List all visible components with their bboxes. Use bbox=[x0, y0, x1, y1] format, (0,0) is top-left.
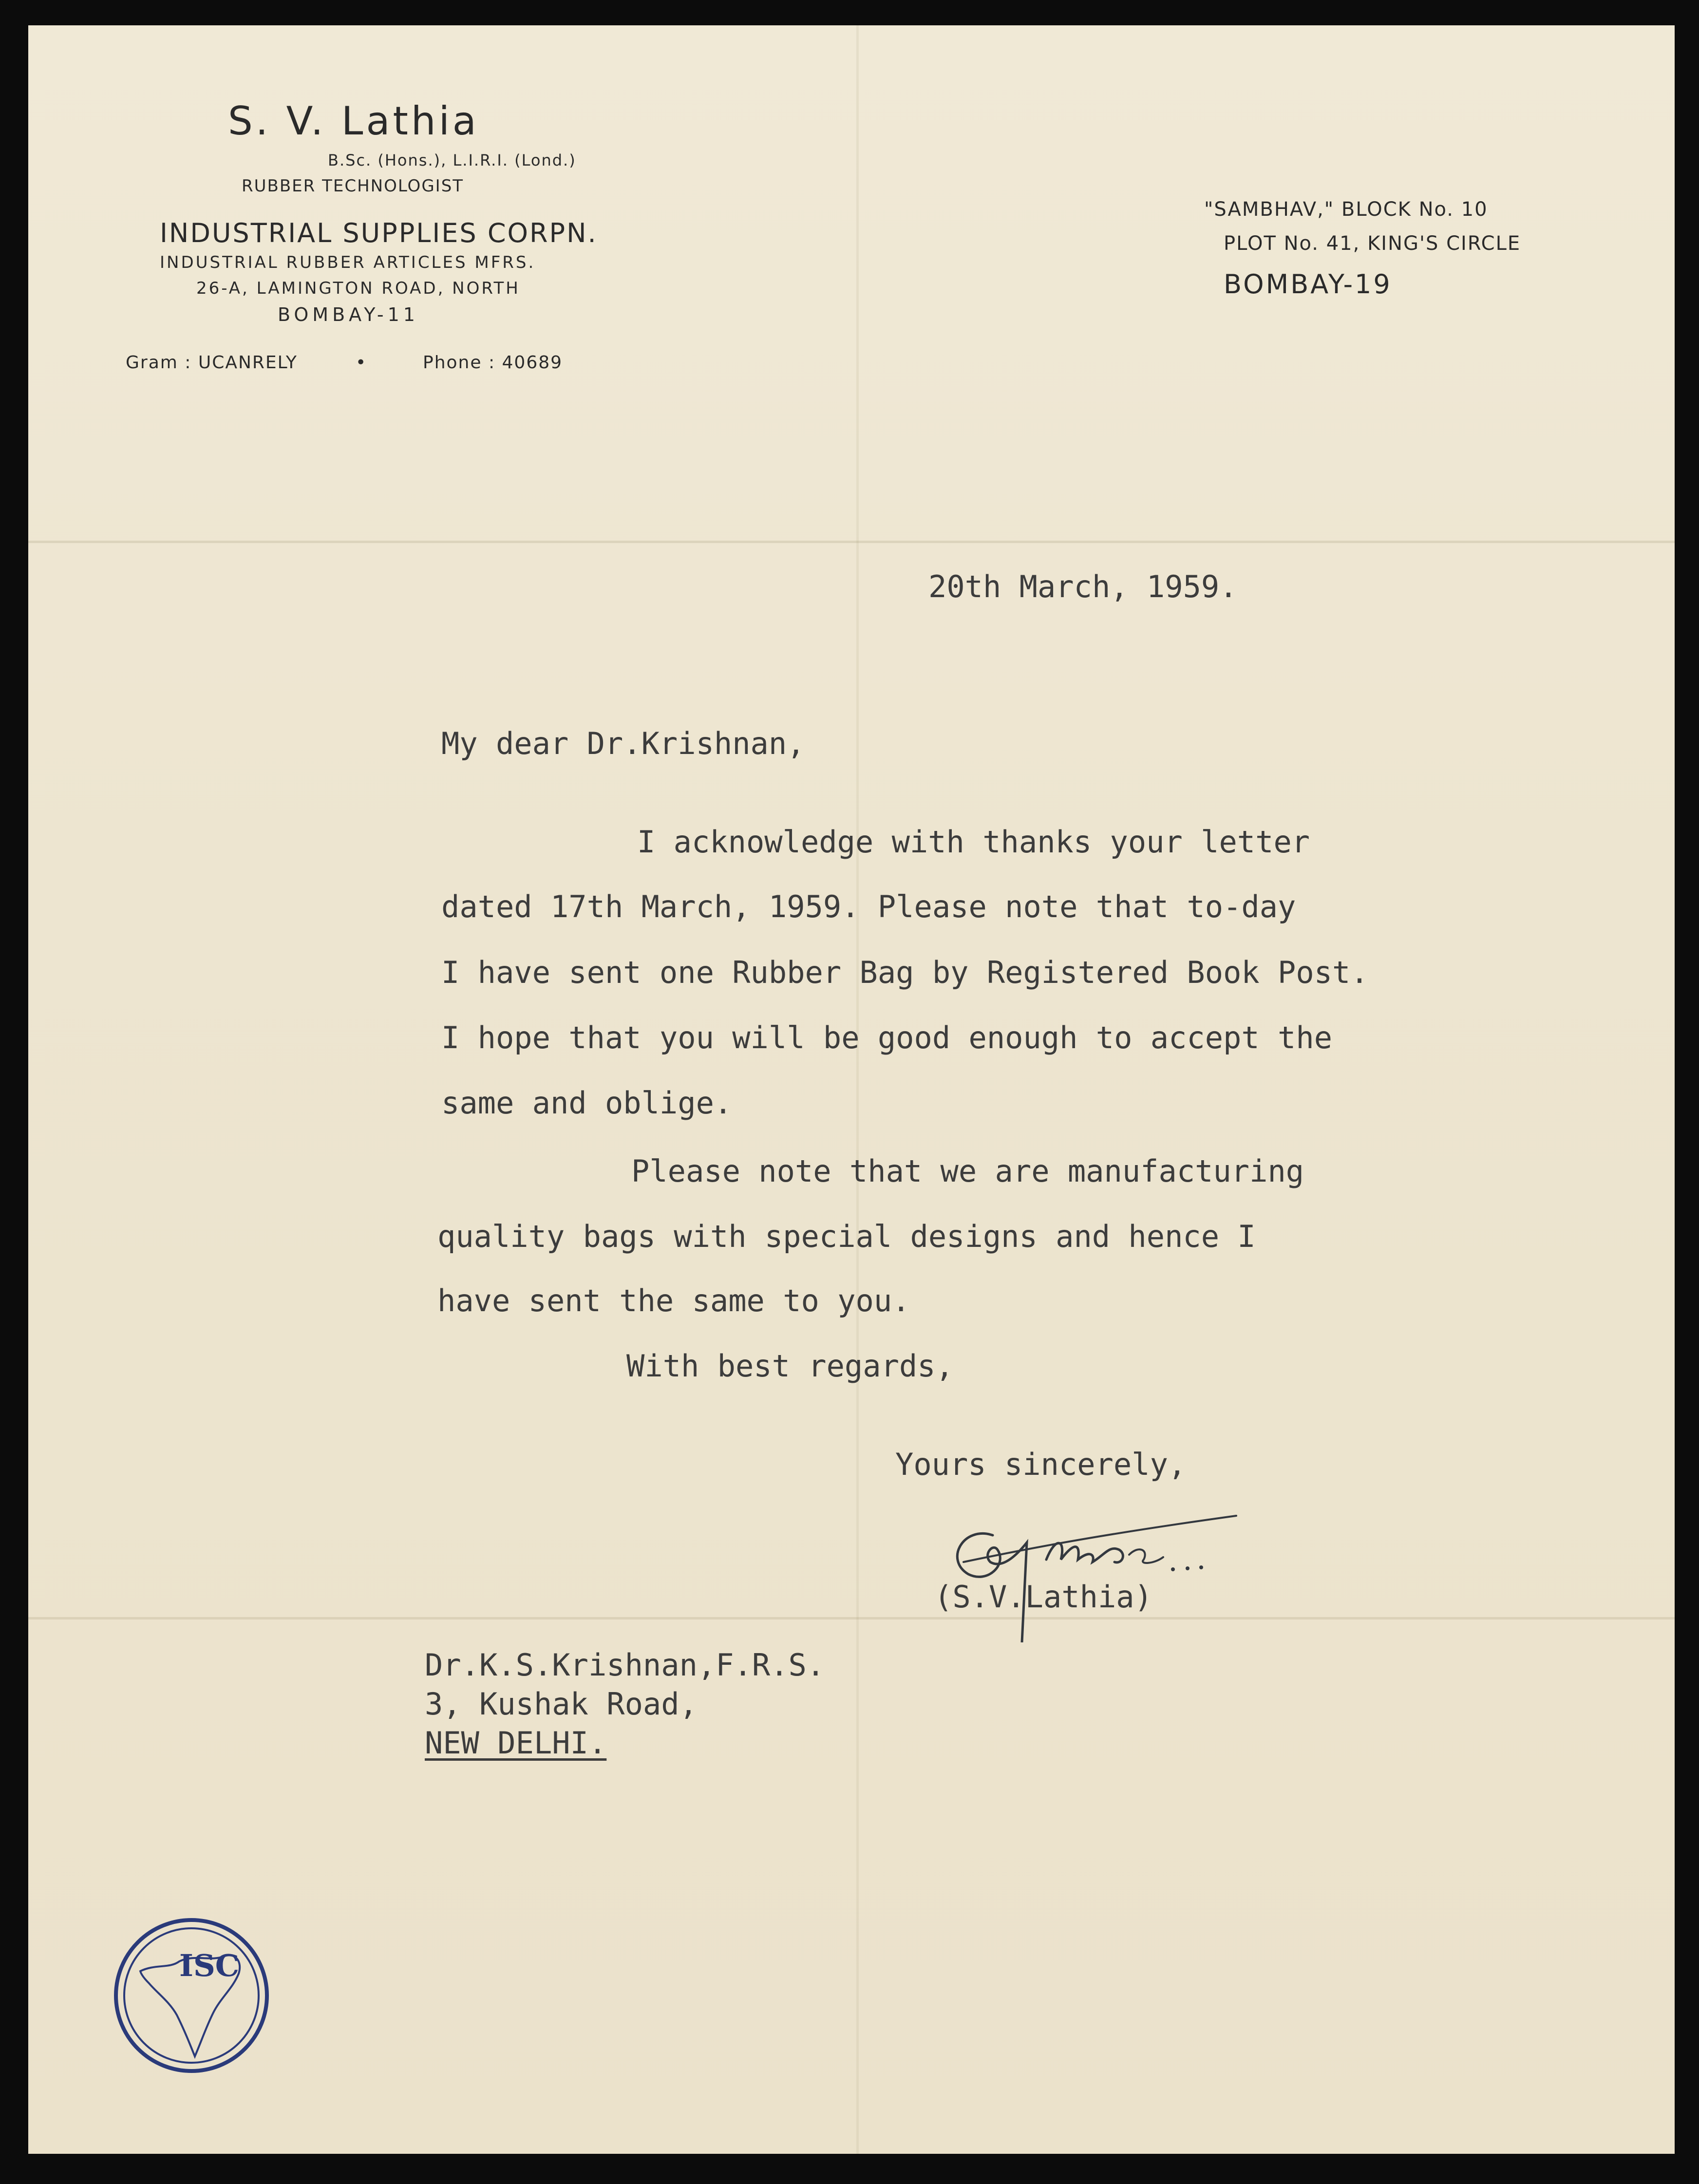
seal-text: ISC bbox=[179, 1948, 240, 1983]
isc-seal-stamp bbox=[111, 1915, 272, 2076]
body-line: I hope that you will be good enough to accept the bbox=[441, 1020, 1333, 1055]
body-line: I acknowledge with thanks your letter bbox=[637, 824, 1310, 860]
fold-line-vertical bbox=[856, 25, 859, 2154]
letterhead-separator: • bbox=[356, 353, 367, 373]
fold-line-bottom bbox=[28, 1617, 1675, 1619]
letterhead-manufacturer-line: INDUSTRIAL RUBBER ARTICLES MFRS. bbox=[160, 253, 536, 272]
letterhead-phone: Phone : 40689 bbox=[423, 353, 563, 373]
letterhead-profession: RUBBER TECHNOLOGIST bbox=[242, 176, 464, 196]
right-address-line1: "SAMBHAV," BLOCK No. 10 bbox=[1204, 198, 1488, 221]
letterhead-name: S. V. Lathia bbox=[228, 98, 479, 144]
recipient-line2: 3, Kushak Road, bbox=[425, 1686, 698, 1722]
right-address-line3: BOMBAY-19 bbox=[1224, 269, 1392, 300]
letterhead-qualifications: B.Sc. (Hons.), L.I.R.I. (Lond.) bbox=[328, 151, 576, 169]
closing: Yours sincerely, bbox=[895, 1447, 1187, 1482]
body-line: With best regards, bbox=[626, 1348, 954, 1384]
body-line: Please note that we are manufacturing bbox=[631, 1153, 1304, 1189]
body-line: dated 17th March, 1959. Please note that to-day bbox=[441, 889, 1296, 924]
body-line: have sent the same to you. bbox=[437, 1283, 910, 1318]
letterhead-city: BOMBAY-11 bbox=[278, 304, 419, 325]
letter-page bbox=[28, 25, 1675, 2154]
salutation: My dear Dr.Krishnan, bbox=[441, 726, 805, 761]
fold-line-top bbox=[28, 541, 1675, 543]
letterhead-gram: Gram : UCANRELY bbox=[126, 353, 298, 373]
handwritten-signature bbox=[934, 1496, 1265, 1642]
letterhead-street: 26-A, LAMINGTON ROAD, NORTH bbox=[196, 279, 520, 298]
recipient-line1: Dr.K.S.Krishnan,F.R.S. bbox=[425, 1647, 825, 1683]
letter-date: 20th March, 1959. bbox=[928, 569, 1238, 604]
body-line: same and oblige. bbox=[441, 1085, 733, 1121]
body-line: I have sent one Rubber Bag by Registered Book Post. bbox=[441, 955, 1369, 990]
recipient-line3: NEW DELHI. bbox=[425, 1725, 607, 1761]
body-line: quality bags with special designs and hence I bbox=[437, 1219, 1256, 1254]
right-address-line2: PLOT No. 41, KING'S CIRCLE bbox=[1224, 232, 1521, 255]
letterhead-company: INDUSTRIAL SUPPLIES CORPN. bbox=[160, 218, 598, 248]
signature-name: (S.V.Lathia) bbox=[934, 1579, 1152, 1615]
